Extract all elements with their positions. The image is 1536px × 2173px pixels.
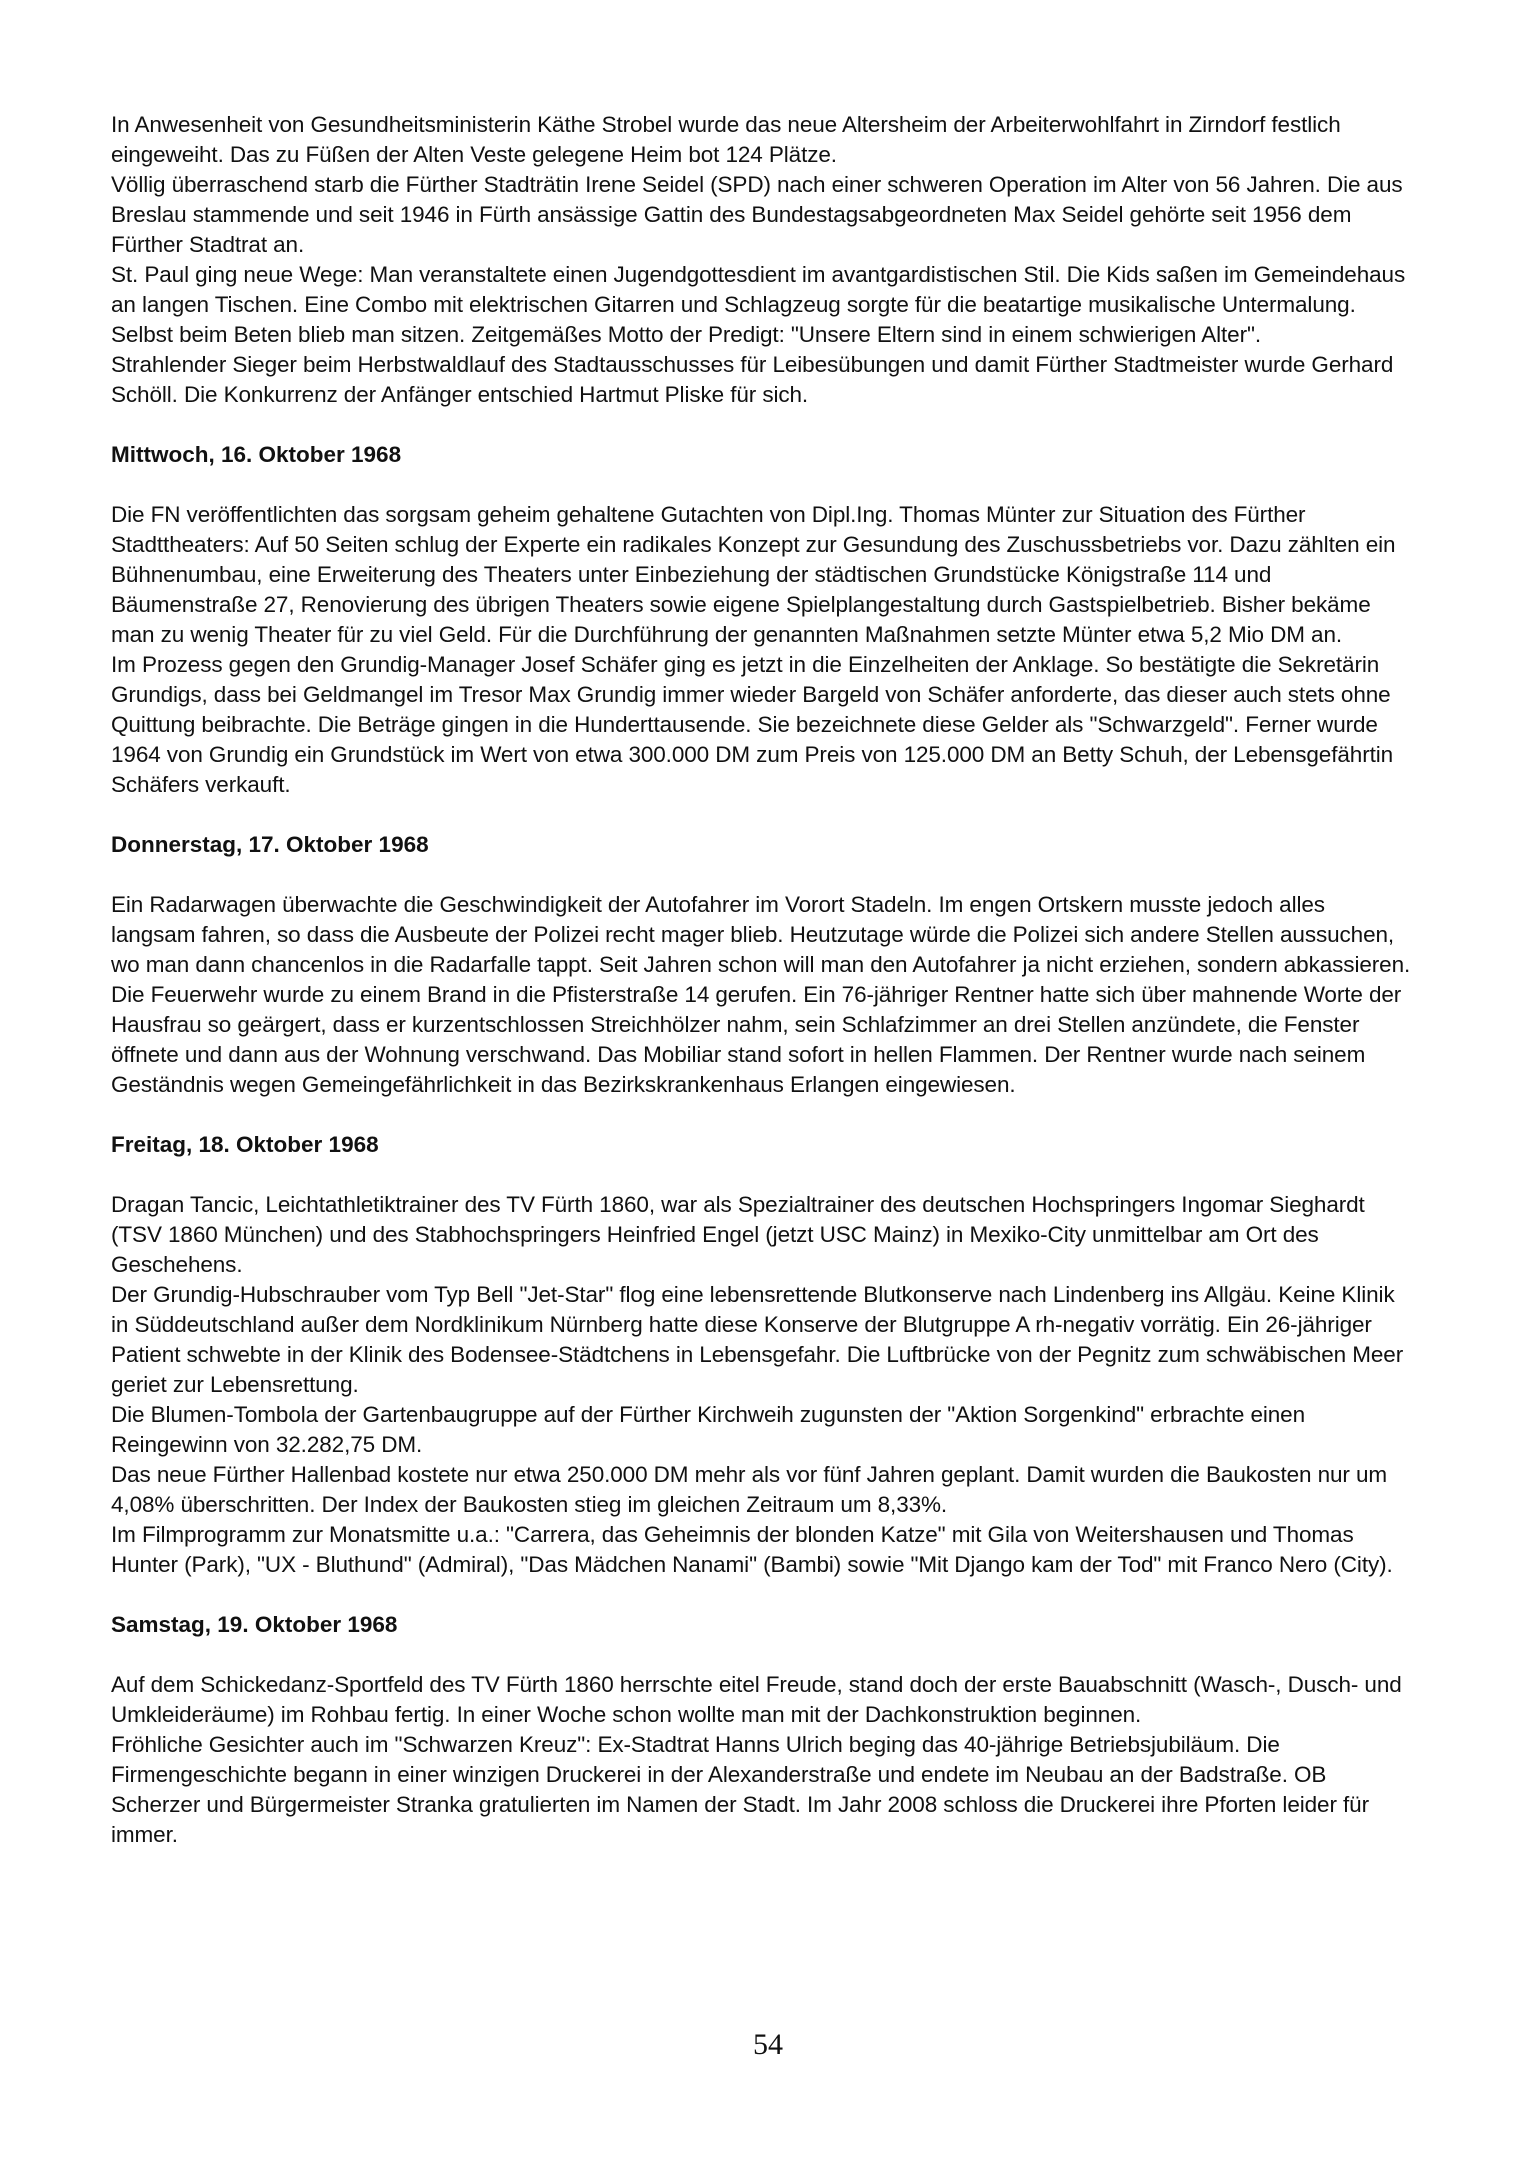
- page-number: 54: [753, 2028, 783, 2061]
- paragraph: Strahlender Sieger beim Herbstwaldlauf des Stadtausschusses für Leibesübungen und damit Fürther Stadtmeister wurde Gerhard Schöll. Die Konkurrenz der Anfänger entschied Hartmut Pliske für sich.: [111, 352, 1394, 407]
- document-page: [111, 110, 1411, 1850]
- paragraph: Die Blumen-Tombola der Gartenbaugruppe auf der Fürther Kirchweih zugunsten der "Aktion Sorgenkind" erbrachte einen Reingewinn von 32.282,75 DM.: [111, 1402, 1306, 1457]
- paragraph: Der Grundig-Hubschrauber vom Typ Bell "Jet-Star" flog eine lebensrettende Blutkonserve nach Lindenberg ins Allgäu. Keine Klinik in Süddeutschland außer dem Nordklinikum Nürnberg hatte diese Konserve der Blutgruppe A rh-negativ vorrätig. Ein 26-jähriger Patient schwebte in der Klinik des Bodensee-Städtchens in Lebensgefahr. Die Luftbrücke von der Pegnitz zum schwäbischen Meer geriet zur Lebensrettung.: [111, 1282, 1404, 1397]
- paragraph: Die Feuerwehr wurde zu einem Brand in die Pfisterstraße 14 gerufen. Ein 76-jähriger Rentner hatte sich über mahnende Worte der Hausfrau so geärgert, dass er kurzentschlossen Streichhölzer nahm, sein Schlafzimmer an drei Stellen anzündete, die Fenster öffnete und dann aus der Wohnung verschwand. Das Mobiliar stand sofort in hellen Flammen. Der Rentner wurde nach seinem Geständnis wegen Gemeingefährlichkeit in das Bezirkskrankenhaus Erlangen eingewiesen.: [111, 982, 1402, 1097]
- section-thursday: [111, 830, 1411, 1100]
- paragraph: St. Paul ging neue Wege: Man veranstaltete einen Jugendgottesdient im avantgardistischen Stil. Die Kids saßen im Gemeindehaus an langen Tischen. Eine Combo mit elektrischen Gitarren und Schlagzeug sorgte für die beatartige musikalische Untermalung. Selbst beim Beten blieb man sitzen. Zeitgemäßes Motto der Predigt: "Unsere Eltern sind in einem schwierigen Alter".: [111, 262, 1406, 347]
- paragraph: Dragan Tancic, Leichtathletiktrainer des TV Fürth 1860, war als Spezialtrainer des deutschen Hochspringers Ingomar Sieghardt (TSV 1860 München) und des Stabhochspringers Heinfried Engel (jetzt USC Mainz) in Mexiko-City unmittelbar am Ort des Geschehens.: [111, 1192, 1365, 1277]
- paragraph: Auf dem Schickedanz-Sportfeld des TV Fürth 1860 herrschte eitel Freude, stand doch der erste Bauabschnitt (Wasch-, Dusch- und Umkleideräume) im Rohbau fertig. In einer Woche schon wollte man mit der Dachkonstruktion beginnen.: [111, 1672, 1402, 1727]
- paragraph: Im Prozess gegen den Grundig-Manager Josef Schäfer ging es jetzt in die Einzelheiten der Anklage. So bestätigte die Sekretärin Grundigs, dass bei Geldmangel im Tresor Max Grundig immer wieder Bargeld von Schäfer anforderte, das dieser auch stets ohne Quittung beibrachte. Die Beträge gingen in die Hunderttausende. Sie bezeichnete diese Gelder als "Schwarzgeld". Ferner wurde 1964 von Grundig ein Grundstück im Wert von etwa 300.000 DM zum Preis von 125.000 DM an Betty Schuh, der Lebensgefährtin Schäfers verkauft.: [111, 652, 1394, 797]
- section-friday: [111, 1130, 1411, 1580]
- paragraph: Völlig überraschend starb die Fürther Stadträtin Irene Seidel (SPD) nach einer schweren Operation im Alter von 56 Jahren. Die aus Breslau stammende und seit 1946 in Fürth ansässige Gattin des Bundestagsabgeordneten Max Seidel gehörte seit 1956 dem Fürther Stadtrat an.: [111, 172, 1403, 257]
- paragraph: Fröhliche Gesichter auch im "Schwarzen Kreuz": Ex-Stadtrat Hanns Ulrich beging das 40-jährige Betriebsjubiläum. Die Firmengeschichte begann in einer winzigen Druckerei in der Alexanderstraße und endete im Neubau an der Badstraße. OB Scherzer und Bürgermeister Stranka gratulierten im Namen der Stadt. Im Jahr 2008 schloss die Druckerei ihre Pforten leider für immer.: [111, 1732, 1369, 1847]
- section-heading: Samstag, 19. Oktober 1968: [111, 1612, 398, 1637]
- section-heading: Freitag, 18. Oktober 1968: [111, 1132, 379, 1157]
- section-wednesday: [111, 440, 1411, 800]
- intro-block: [111, 110, 1411, 410]
- section-saturday: [111, 1610, 1411, 1850]
- paragraph: Das neue Fürther Hallenbad kostete nur etwa 250.000 DM mehr als vor fünf Jahren geplant. Damit wurden die Baukosten nur um 4,08% überschritten. Der Index der Baukosten stieg im gleichen Zeitraum um 8,33%.: [111, 1462, 1388, 1517]
- section-heading: Donnerstag, 17. Oktober 1968: [111, 832, 429, 857]
- paragraph: Im Filmprogramm zur Monatsmitte u.a.: "Carrera, das Geheimnis der blonden Katze" mit Gila von Weitershausen und Thomas Hunter (Park), "UX - Bluthund" (Admiral), "Das Mädchen Nanami" (Bambi) sowie "Mit Django kam der Tod" mit Franco Nero (City).: [111, 1522, 1393, 1577]
- section-heading: Mittwoch, 16. Oktober 1968: [111, 442, 402, 467]
- paragraph: Ein Radarwagen überwachte die Geschwindigkeit der Autofahrer im Vorort Stadeln. Im engen Ortskern musste jedoch alles langsam fahren, so dass die Ausbeute der Polizei recht mager blieb. Heutzutage würde die Polizei sich andere Stellen aussuchen, wo man dann chancenlos in die Radarfalle tappt. Seit Jahren schon will man den Autofahrer ja nicht erziehen, sondern abkassieren.: [111, 892, 1411, 977]
- paragraph: In Anwesenheit von Gesundheitsministerin Käthe Strobel wurde das neue Altersheim der Arbeiterwohlfahrt in Zirndorf festlich eingeweiht. Das zu Füßen der Alten Veste gelegene Heim bot 124 Plätze.: [111, 112, 1341, 167]
- paragraph: Die FN veröffentlichten das sorgsam geheim gehaltene Gutachten von Dipl.Ing. Thomas Münter zur Situation des Fürther Stadttheaters: Auf 50 Seiten schlug der Experte ein radikales Konzept zur Gesundung des Zuschussbetriebs vor. Dazu zählten ein Bühnenumbau, eine Erweiterung des Theaters unter Einbeziehung der städtischen Grundstücke Königstraße 114 und Bäumenstraße 27, Renovierung des übrigen Theaters sowie eigene Spielplangestaltung durch Gastspielbetrieb. Bisher bekäme man zu wenig Theater für zu viel Geld. Für die Durchführung der genannten Maßnahmen setzte Münter etwa 5,2 Mio DM an.: [111, 502, 1396, 647]
